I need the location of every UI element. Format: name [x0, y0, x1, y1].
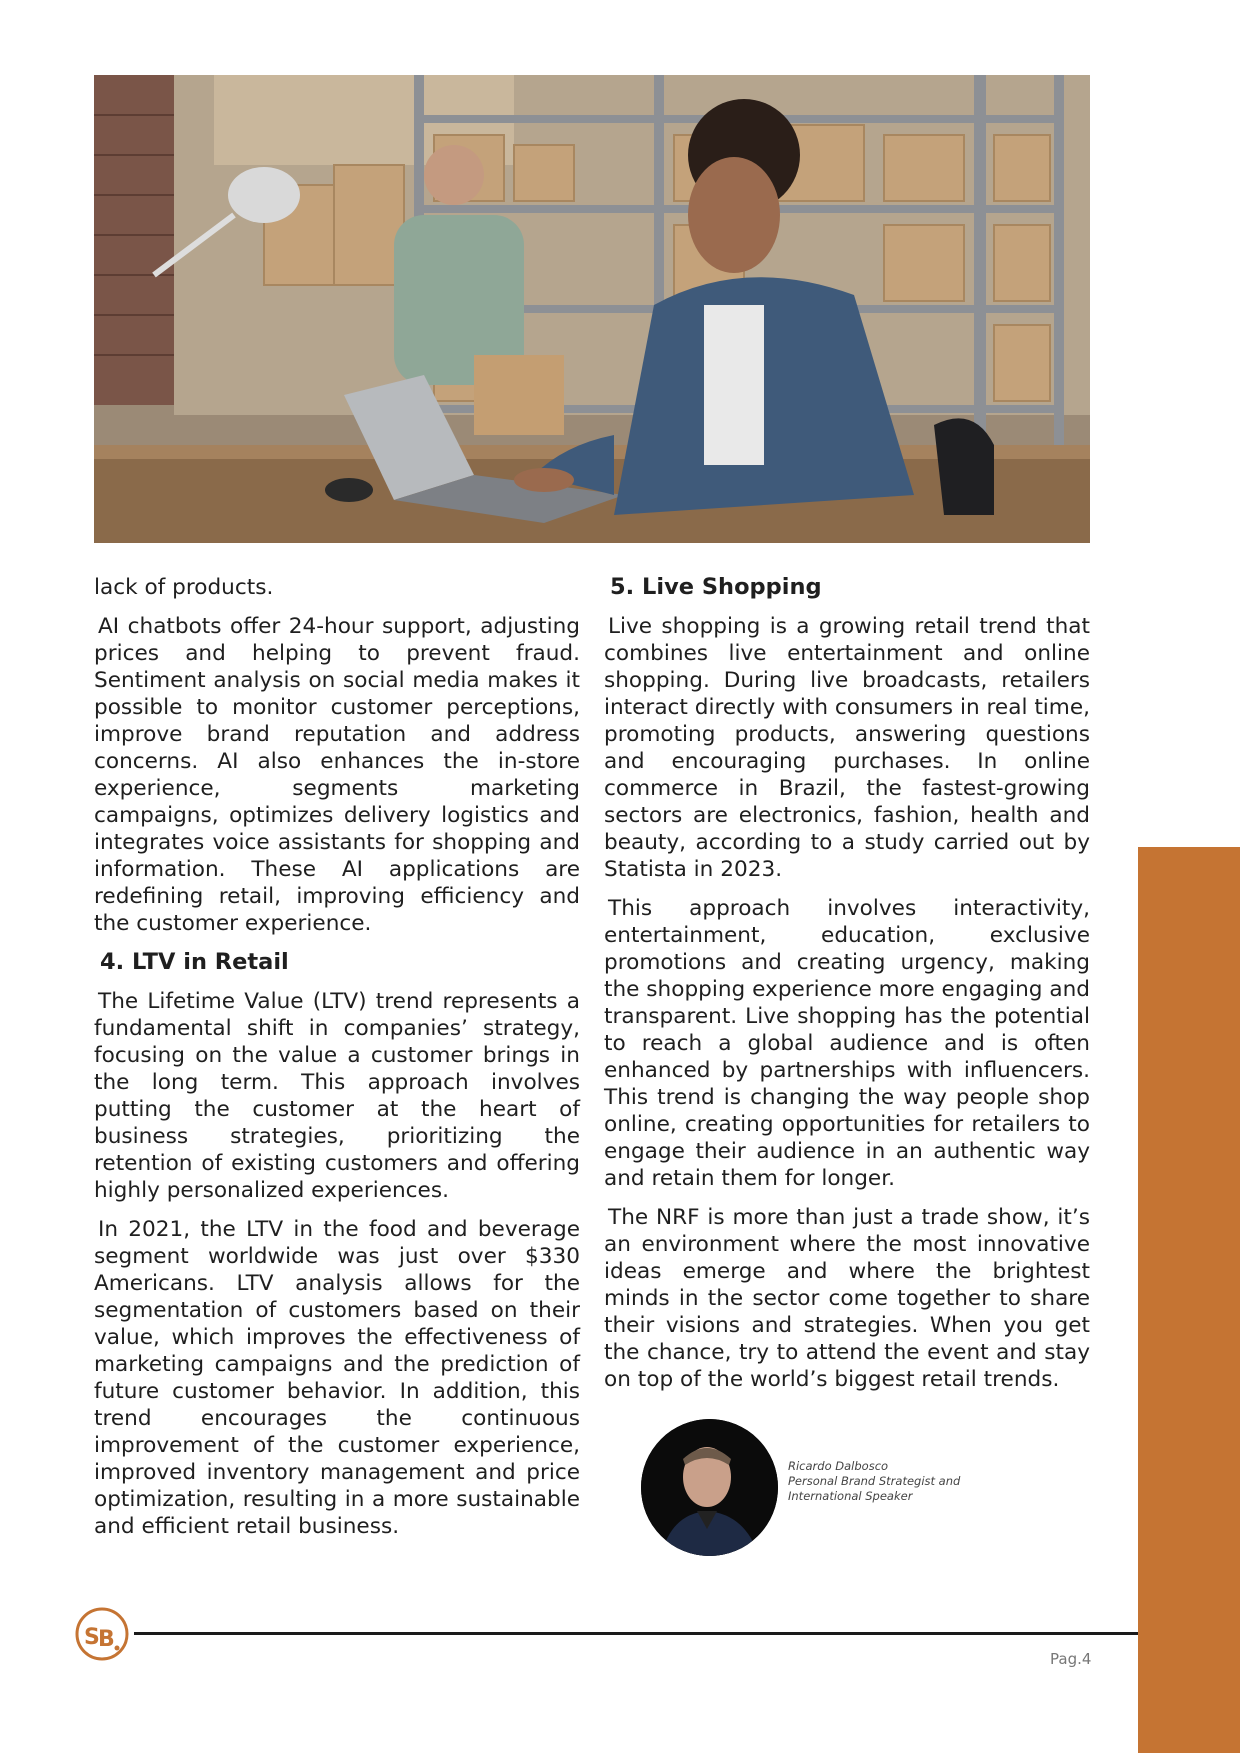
paragraph-ltv-trend: The Lifetime Value (LTV) trend represents a fundamental shift in companies’ strategy, focusing on the value a customer brings in the long term. This approach involves putting the customer at the heart of business strategies, prioritizing the retention of existing customers and offering highly personalized experiences.: [94, 989, 580, 1203]
footer-rule: [134, 1632, 1138, 1635]
avatar: [641, 1419, 778, 1556]
svg-text:S: S: [84, 1625, 100, 1650]
author-block: [641, 1419, 1041, 1559]
author-caption: [788, 1459, 960, 1504]
paragraph-continuation: lack of products.: [94, 575, 274, 600]
author-title-line2: International Speaker: [788, 1489, 913, 1503]
accent-side-bar: [1138, 847, 1240, 1753]
author-name: Ricardo Dalbosco: [788, 1459, 889, 1473]
section-heading-live-shopping: 5. Live Shopping: [610, 574, 822, 600]
hero-image: [94, 75, 1090, 543]
paragraph-nrf: The NRF is more than just a trade show, it’s an environment where the most innovative ideas emerge and where the brightest minds in the sector come together to share their visions and strategies. When you get the chance, try to attend the event and stay on top of the world’s biggest retail trends.: [604, 1205, 1090, 1392]
paragraph-ai-chatbots: AI chatbots offer 24-hour support, adjusting prices and helping to prevent fraud. Sentiment analysis on social media makes it possible to monitor customer perceptions, improve brand reputation and address concerns. AI also enhances the in-store experience, segments marketing campaigns, optimizes delivery logistics and integrates voice assistants for shopping and information. These AI applications are redefining retail, improving efficiency and the customer experience.: [94, 614, 580, 936]
hero-illustration: [94, 75, 1090, 543]
paragraph-live-shopping: Live shopping is a growing retail trend that combines live entertainment and online shopping. During live broadcasts, retailers interact directly with consumers in real time, promoting products, answering questions and encouraging purchases. In online commerce in Brazil, the fastest-growing sectors are electronics, fashion, health and beauty, according to a study carried out by Statista in 2023.: [604, 614, 1090, 882]
section-heading-ltv: 4. LTV in Retail: [100, 949, 289, 975]
right-column: [604, 574, 1090, 1405]
page-number: Pag.4: [1050, 1650, 1092, 1668]
paragraph-ltv-2021: In 2021, the LTV in the food and beverage segment worldwide was just over $330 Americans. LTV analysis allows for the segmentation of customers based on their value, which improves the effectiveness of marketing campaigns and the prediction of future customer behavior. In addition, this trend encourages the continuous improvement of the customer experience, improved inventory management and price optimization, resulting in a more sustainable and efficient retail business.: [94, 1217, 580, 1539]
svg-text:B: B: [98, 1627, 115, 1652]
author-portrait: [641, 1419, 778, 1556]
left-column: [94, 574, 580, 1552]
paragraph-approach: This approach involves interactivity, entertainment, education, exclusive promotions and creating urgency, making the shopping experience more engaging and transparent. Live shopping has the potential to reach a global audience and is often enhanced by partnerships with influencers. This trend is changing the way people shop online, creating opportunities for retailers to engage their audience in an authentic way and retain them for longer.: [604, 896, 1090, 1191]
sb-logo-icon: [74, 1606, 130, 1662]
author-title-line1: Personal Brand Strategist and: [788, 1474, 961, 1488]
